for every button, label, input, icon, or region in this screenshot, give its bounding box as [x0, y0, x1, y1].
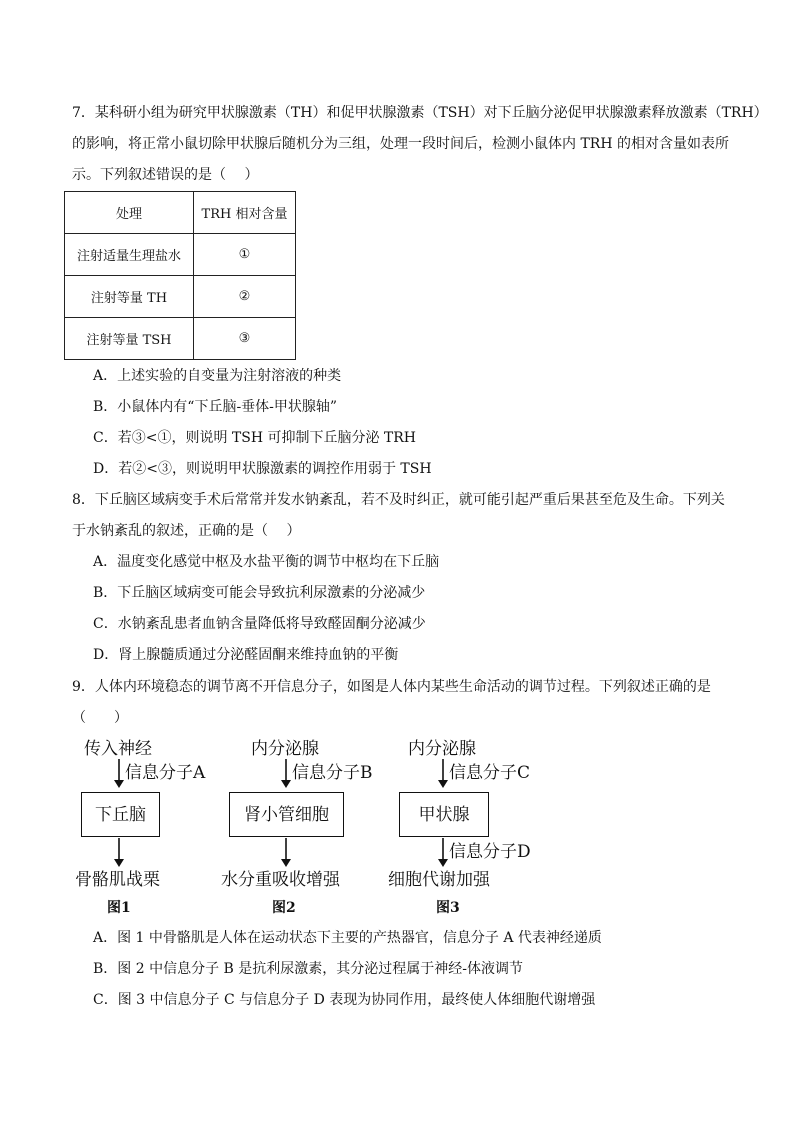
fig3-signal: 信息分子C	[449, 763, 531, 783]
table-cell: 注射适量生理盐水	[65, 234, 194, 276]
table-header-row	[65, 192, 296, 234]
q8-option-b: B．下丘脑区域病变可能会导致抗利尿激素的分泌减少	[93, 585, 426, 601]
down-arrow-icon	[113, 838, 125, 868]
q9-option-c: C．图 3 中信息分子 C 与信息分子 D 表现为协同作用，最终使人体细胞代谢增强	[93, 992, 596, 1008]
table-cell: 注射等量 TH	[65, 276, 194, 318]
fig1-organ-box	[81, 792, 160, 837]
table-row	[65, 234, 296, 276]
table-row	[65, 276, 296, 318]
fig2-organ-box	[229, 792, 344, 837]
table-header-cell: TRH 相对含量	[194, 192, 296, 234]
table-cell: ②	[194, 276, 296, 318]
fig2-organ: 肾小管细胞	[244, 804, 329, 825]
q7-option-a: A．上述实验的自变量为注射溶液的种类	[93, 368, 342, 384]
q7-data-table	[64, 191, 296, 360]
table-cell: ③	[194, 318, 296, 360]
q8-option-a: A．温度变化感觉中枢及水盐平衡的调节中枢均在下丘脑	[93, 554, 440, 570]
fig2-caption: 图2	[272, 900, 296, 916]
table-header-cell: 处理	[65, 192, 194, 234]
q8-stem-line2: 于水钠紊乱的叙述，正确的是（ ）	[72, 523, 301, 539]
fig3-organ: 甲状腺	[418, 804, 470, 825]
q9-stem-line2: （ ）	[72, 710, 128, 726]
q7-stem-line1: 7．某科研小组为研究甲状腺激素（TH）和促甲状腺激素（TSH）对下丘脑分泌促甲状腺激素释放激素（TRH）	[72, 105, 768, 121]
fig1-source: 传入神经	[84, 739, 152, 759]
down-arrow-icon	[280, 759, 292, 789]
fig3-caption: 图3	[436, 900, 460, 916]
q9-option-b: B．图 2 中信息分子 B 是抗利尿激素，其分泌过程属于神经-体液调节	[93, 961, 524, 977]
fig1-result: 骨骼肌战栗	[75, 870, 160, 890]
fig2-source: 内分泌腺	[251, 739, 319, 759]
q7-option-c: C．若③<①，则说明 TSH 可抑制下丘脑分泌 TRH	[93, 430, 417, 446]
fig3-result: 细胞代谢加强	[388, 870, 490, 890]
table-cell: ①	[194, 234, 296, 276]
down-arrow-icon	[437, 759, 449, 789]
q8-option-c: C．水钠紊乱患者血钠含量降低将导致醛固酮分泌减少	[93, 616, 426, 632]
down-arrow-icon	[280, 838, 292, 868]
q7-option-b: B．小鼠体内有“下丘脑-垂体-甲状腺轴”	[93, 399, 338, 415]
fig3-signal2: 信息分子D	[449, 842, 531, 862]
down-arrow-icon	[437, 838, 449, 868]
fig2-result: 水分重吸收增强	[221, 870, 340, 890]
fig3-organ-box	[399, 792, 489, 837]
q7-option-d: D．若②<③，则说明甲状腺激素的调控作用弱于 TSH	[93, 461, 432, 477]
down-arrow-icon	[113, 759, 125, 789]
q7-stem-line2: 的影响，将正常小鼠切除甲状腺后随机分为三组，处理一段时间后，检测小鼠体内 TRH 的相对含量如表所	[72, 136, 729, 152]
q8-option-d: D．肾上腺髓质通过分泌醛固酮来维持血钠的平衡	[93, 647, 399, 663]
q7-stem-line3: 示。下列叙述错误的是（ ）	[72, 167, 259, 183]
fig3-source: 内分泌腺	[408, 739, 476, 759]
table-cell: 注射等量 TSH	[65, 318, 194, 360]
q8-stem-line1: 8．下丘脑区域病变手术后常常并发水钠紊乱，若不及时纠正，就可能引起严重后果甚至危及生命。下列关	[72, 492, 725, 508]
fig2-signal: 信息分子B	[292, 763, 373, 783]
fig1-organ: 下丘脑	[95, 804, 146, 825]
q9-option-a: A．图 1 中骨骼肌是人体在运动状态下主要的产热器官，信息分子 A 代表神经递质	[93, 930, 602, 946]
table-row	[65, 318, 296, 360]
q9-stem-line1: 9．人体内环境稳态的调节离不开信息分子，如图是人体内某些生命活动的调节过程。下列叙述正确的是	[72, 679, 711, 695]
fig1-caption: 图1	[107, 900, 131, 916]
fig1-signal: 信息分子A	[125, 763, 206, 783]
